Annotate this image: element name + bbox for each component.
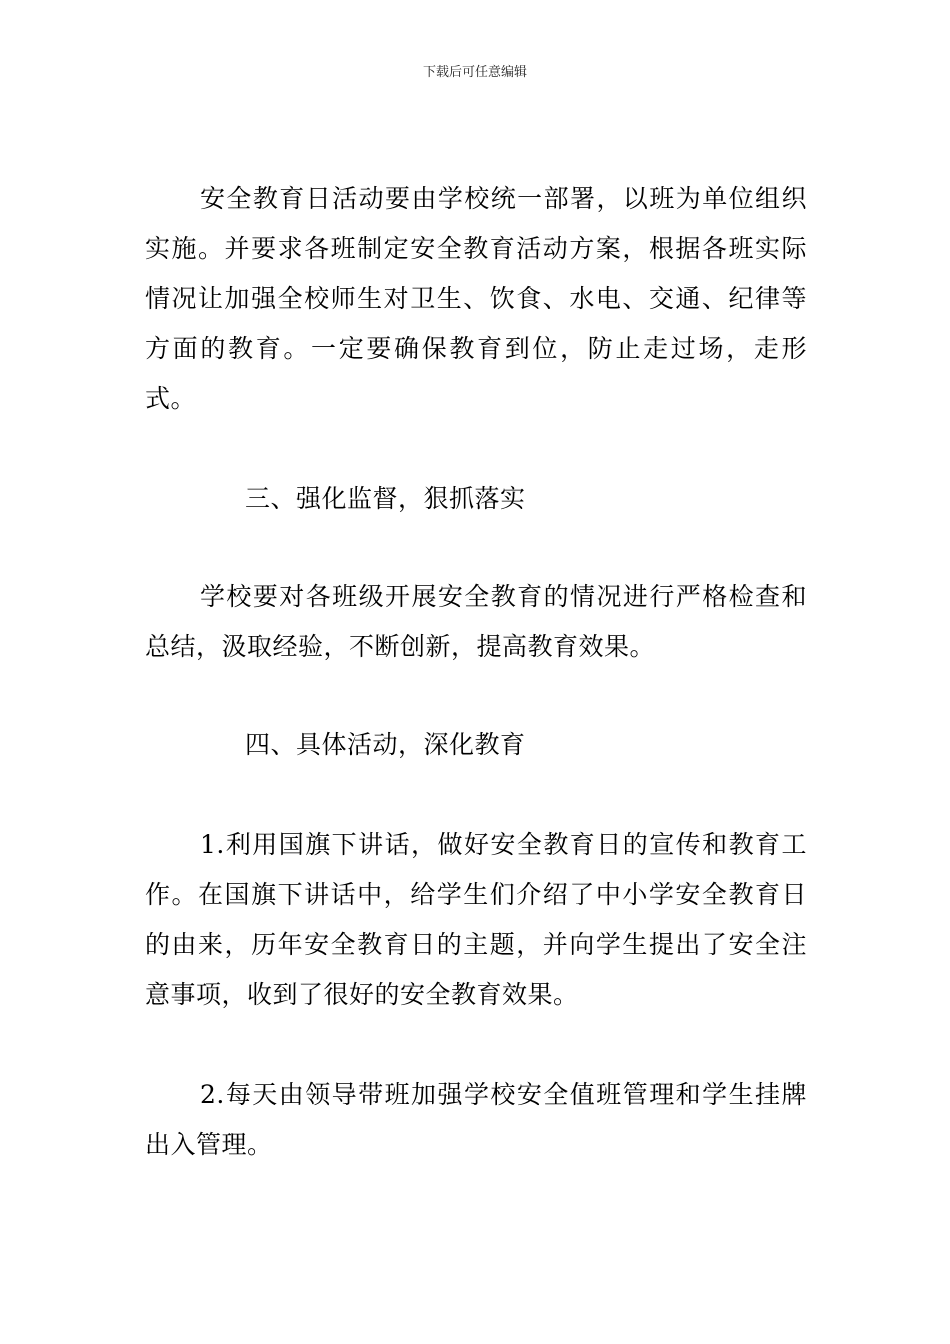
section-heading-activities: 四、具体活动，深化教育 bbox=[245, 730, 526, 759]
page-header: 下载后可任意编辑 bbox=[422, 65, 527, 80]
list-item-flag-speech: 1.利用国旗下讲话，做好安全教育日的宣传和教育工作。在国旗下讲话中，给学生们介绍了中小学安全教育日的由来，历年安全教育日的主题，并向学生提出了安全注意事项，收到了很好的安全教育效果。 bbox=[145, 830, 807, 1009]
document-body bbox=[145, 174, 807, 1170]
section-heading-supervision: 三、强化监督，狠抓落实 bbox=[245, 484, 526, 513]
list-item-duty-management: 2.每天由领导带班加强学校安全值班管理和学生挂牌出入管理。 bbox=[145, 1080, 807, 1159]
paragraph-inspection: 学校要对各班级开展安全教育的情况进行严格检查和总结，汲取经验，不断创新，提高教育效果。 bbox=[145, 582, 807, 661]
paragraph-activity-deployment: 安全教育日活动要由学校统一部署，以班为单位组织实施。并要求各班制定安全教育活动方案，根据各班实际情况让加强全校师生对卫生、饮食、水电、交通、纪律等方面的教育。一定要确保教育到位，防止走过场，走形式。 bbox=[145, 184, 807, 413]
